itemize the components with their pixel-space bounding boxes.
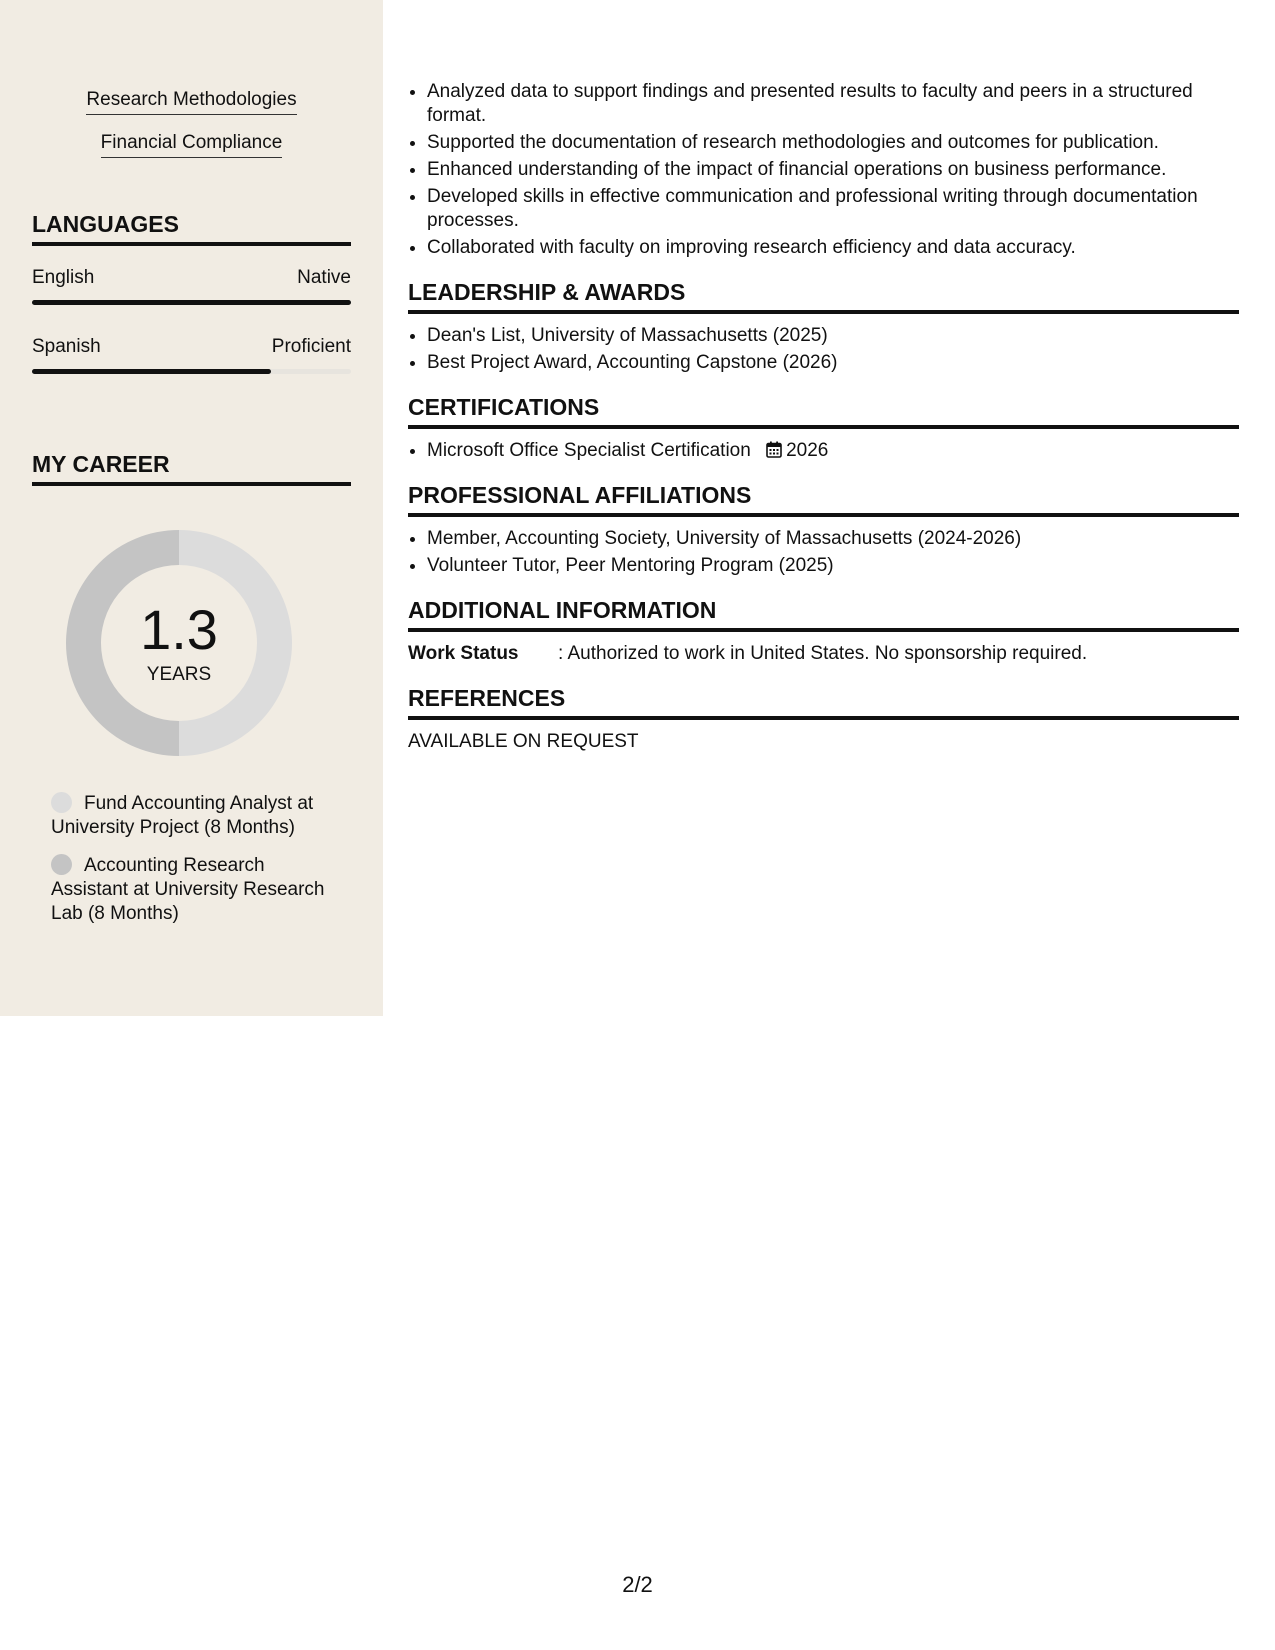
- certification-name: Microsoft Office Specialist Certification: [427, 440, 751, 461]
- certification-year: 2026: [786, 440, 829, 461]
- work-status-label: Work Status: [408, 643, 519, 664]
- list-item: • Volunteer Tutor, Peer Mentoring Program (2025): [427, 554, 1239, 578]
- career-unit: YEARS: [146, 664, 212, 685]
- legend-dot: [51, 854, 72, 875]
- list-item: • Collaborated with faculty on improving research efficiency and data accuracy.: [427, 236, 1239, 260]
- language-level: Native: [297, 267, 351, 288]
- career-donut-chart: [66, 530, 292, 756]
- language-level: Proficient: [271, 336, 351, 357]
- list-item: • Supported the documentation of research methodologies and outcomes for publication.: [427, 131, 1239, 155]
- sidebar: [0, 0, 383, 1016]
- language-bar: [32, 300, 351, 305]
- legend-item: [51, 854, 341, 926]
- language-name: English: [32, 267, 95, 288]
- affiliations-heading: PROFESSIONAL AFFILIATIONS: [408, 481, 1239, 517]
- certifications-heading: CERTIFICATIONS: [408, 393, 1239, 429]
- references-heading: REFERENCES: [408, 684, 1239, 720]
- legend-label: Accounting Research Assistant at University Research Lab (8 Months): [51, 855, 325, 924]
- list-item: • Enhanced understanding of the impact of financial operations on business performance.: [427, 158, 1239, 182]
- career-heading: MY CAREER: [32, 450, 351, 486]
- list-item: [427, 439, 1239, 463]
- calendar-icon: [766, 441, 782, 458]
- work-status-row: [408, 642, 1239, 666]
- certifications-list: [408, 439, 1239, 463]
- affiliations-list: [408, 527, 1239, 578]
- list-item: • Developed skills in effective communication and professional writing through documentation processes.: [427, 185, 1239, 233]
- languages-heading: LANGUAGES: [32, 210, 351, 246]
- list-item: • Analyzed data to support findings and presented results to faculty and peers in a structured format.: [427, 80, 1239, 128]
- language-name: Spanish: [32, 336, 101, 357]
- page-number: 2/2: [622, 1572, 653, 1597]
- additional-info-heading: ADDITIONAL INFORMATION: [408, 596, 1239, 632]
- list-item: • Dean's List, University of Massachusetts (2025): [427, 324, 1239, 348]
- career-total: 1.3: [140, 598, 218, 661]
- references-text: AVAILABLE ON REQUEST: [408, 731, 639, 752]
- skills-list: [0, 88, 383, 174]
- leadership-heading: LEADERSHIP & AWARDS: [408, 278, 1239, 314]
- language-bar-fill: [32, 300, 351, 305]
- language-bar: [32, 369, 351, 374]
- legend-label: Fund Accounting Analyst at University Project (8 Months): [51, 793, 314, 838]
- language-spanish: [32, 335, 351, 374]
- language-english: [32, 266, 351, 305]
- career-legend: [51, 792, 341, 940]
- work-status-value: : Authorized to work in United States. No sponsorship required.: [558, 643, 1088, 664]
- list-item: • Member, Accounting Society, University of Massachusetts (2024-2026): [427, 527, 1239, 551]
- skill-item: Financial Compliance: [101, 131, 283, 158]
- language-bar-fill: [32, 369, 271, 374]
- experience-bullets: [408, 80, 1239, 260]
- list-item: • Best Project Award, Accounting Capstone (2026): [427, 351, 1239, 375]
- leadership-list: [408, 324, 1239, 375]
- skill-item: Research Methodologies: [86, 88, 296, 115]
- legend-dot: [51, 792, 72, 813]
- main-content: [408, 80, 1239, 754]
- legend-item: [51, 792, 341, 840]
